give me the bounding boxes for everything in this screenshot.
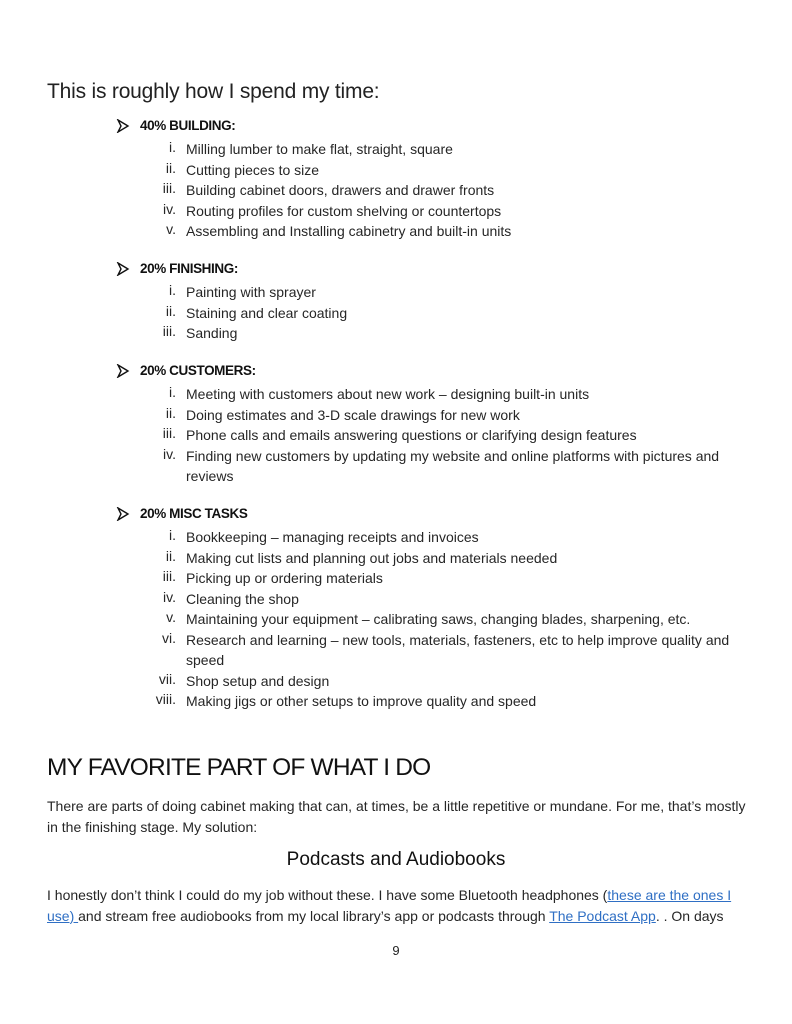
list-item-number: vii.	[158, 670, 176, 687]
list-item-number: ii.	[165, 404, 176, 421]
subheading: Podcasts and Audiobooks	[286, 849, 506, 870]
section-header	[116, 118, 235, 133]
list-item-number: v.	[166, 221, 176, 237]
list-item-text: Staining and clear coating	[186, 304, 348, 321]
list-item-text: Painting with sprayer	[186, 284, 316, 300]
list-item-text: Phone calls and emails answering questions or clarifying design features	[186, 427, 637, 443]
list-item-text: Maintaining your equipment – calibrating saws, changing blades, sharpening, etc.	[186, 611, 691, 627]
arrow-bullet-icon	[116, 119, 130, 133]
paragraph-text: I honestly don’t think I could do my job without these. I have some Bluetooth headphones (	[47, 887, 608, 903]
list-item-text: Routing profiles for custom shelving or countertops	[186, 202, 502, 219]
list-item-number: i.	[169, 282, 176, 298]
list-item-number: viii.	[155, 691, 176, 707]
section-title: 20% CUSTOMERS:	[140, 363, 256, 378]
list-item-text: Building cabinet doors, drawers and drawer fronts	[186, 182, 495, 198]
list-item-number: iii.	[162, 425, 176, 441]
list-item-number: iii.	[162, 568, 176, 584]
list-item-number: iii.	[162, 323, 176, 339]
arrow-bullet-icon	[116, 364, 130, 378]
list-item-text: Assembling and Installing cabinetry and built-in units	[186, 223, 512, 239]
list-item-number: iv.	[163, 200, 176, 217]
list-item-number: iv.	[163, 588, 176, 605]
list-item-number: iii.	[162, 180, 176, 196]
list-item-text: Shop setup and design	[186, 672, 330, 689]
paragraph	[47, 885, 747, 926]
list-item-text: Research and learning – new tools, materials, fasteners, etc to help improve quality and speed	[186, 631, 730, 668]
list-item-text: Finding new customers by updating my website and online platforms with pictures and reviews	[186, 447, 720, 484]
list-item-number: ii.	[165, 547, 176, 564]
section-heading: MY FAVORITE PART OF WHAT I DO	[47, 754, 431, 781]
page-number: 9	[392, 943, 400, 958]
list-item-text: Cutting pieces to size	[186, 161, 320, 178]
list-item-number: ii.	[165, 302, 176, 319]
section-header	[116, 363, 256, 378]
list-item-number: vi.	[162, 629, 176, 646]
section-title: 40% BUILDING:	[140, 118, 236, 133]
list-item-text: Meeting with customers about new work – designing built-in units	[186, 386, 590, 402]
podcast-app-link[interactable]: The Podcast App	[549, 907, 656, 924]
arrow-bullet-icon	[116, 262, 130, 276]
list-item-text: Doing estimates and 3-D scale drawings for new work	[186, 406, 520, 423]
list-item-text: Picking up or ordering materials	[186, 570, 383, 586]
paragraph-text: . . On days	[655, 907, 724, 924]
list-item-number: i.	[169, 384, 176, 400]
list-item-text: Sanding	[186, 325, 238, 341]
section-header	[116, 506, 247, 521]
list-item-number: ii.	[165, 159, 176, 176]
list-item-number: i.	[169, 139, 176, 155]
headphones-link[interactable]: these are the ones I use)	[47, 887, 732, 924]
section-header	[116, 261, 238, 276]
section-title: 20% MISC TASKS	[140, 506, 248, 521]
arrow-bullet-icon	[116, 507, 130, 521]
section-title: 20% FINISHING:	[140, 261, 238, 276]
list-item-number: iv.	[163, 445, 176, 462]
paragraph: There are parts of doing cabinet making that can, at times, be a little repetitive or mundane. For me, that’s mostly in the finishing stage. My solution:	[47, 798, 746, 835]
list-item-text: Making jigs or other setups to improve quality and speed	[186, 693, 537, 709]
paragraph-text: and stream free audiobooks from my local library’s app or podcasts through	[78, 907, 550, 924]
list-item-text: Cleaning the shop	[186, 590, 299, 607]
intro-text: This is roughly how I spend my time:	[47, 80, 380, 103]
list-item-number: i.	[169, 527, 176, 543]
list-item-text: Milling lumber to make flat, straight, square	[186, 141, 453, 157]
list-item-number: v.	[166, 609, 176, 625]
list-item-text: Bookkeeping – managing receipts and invoices	[186, 529, 479, 545]
list-item-text: Making cut lists and planning out jobs and materials needed	[186, 549, 558, 566]
